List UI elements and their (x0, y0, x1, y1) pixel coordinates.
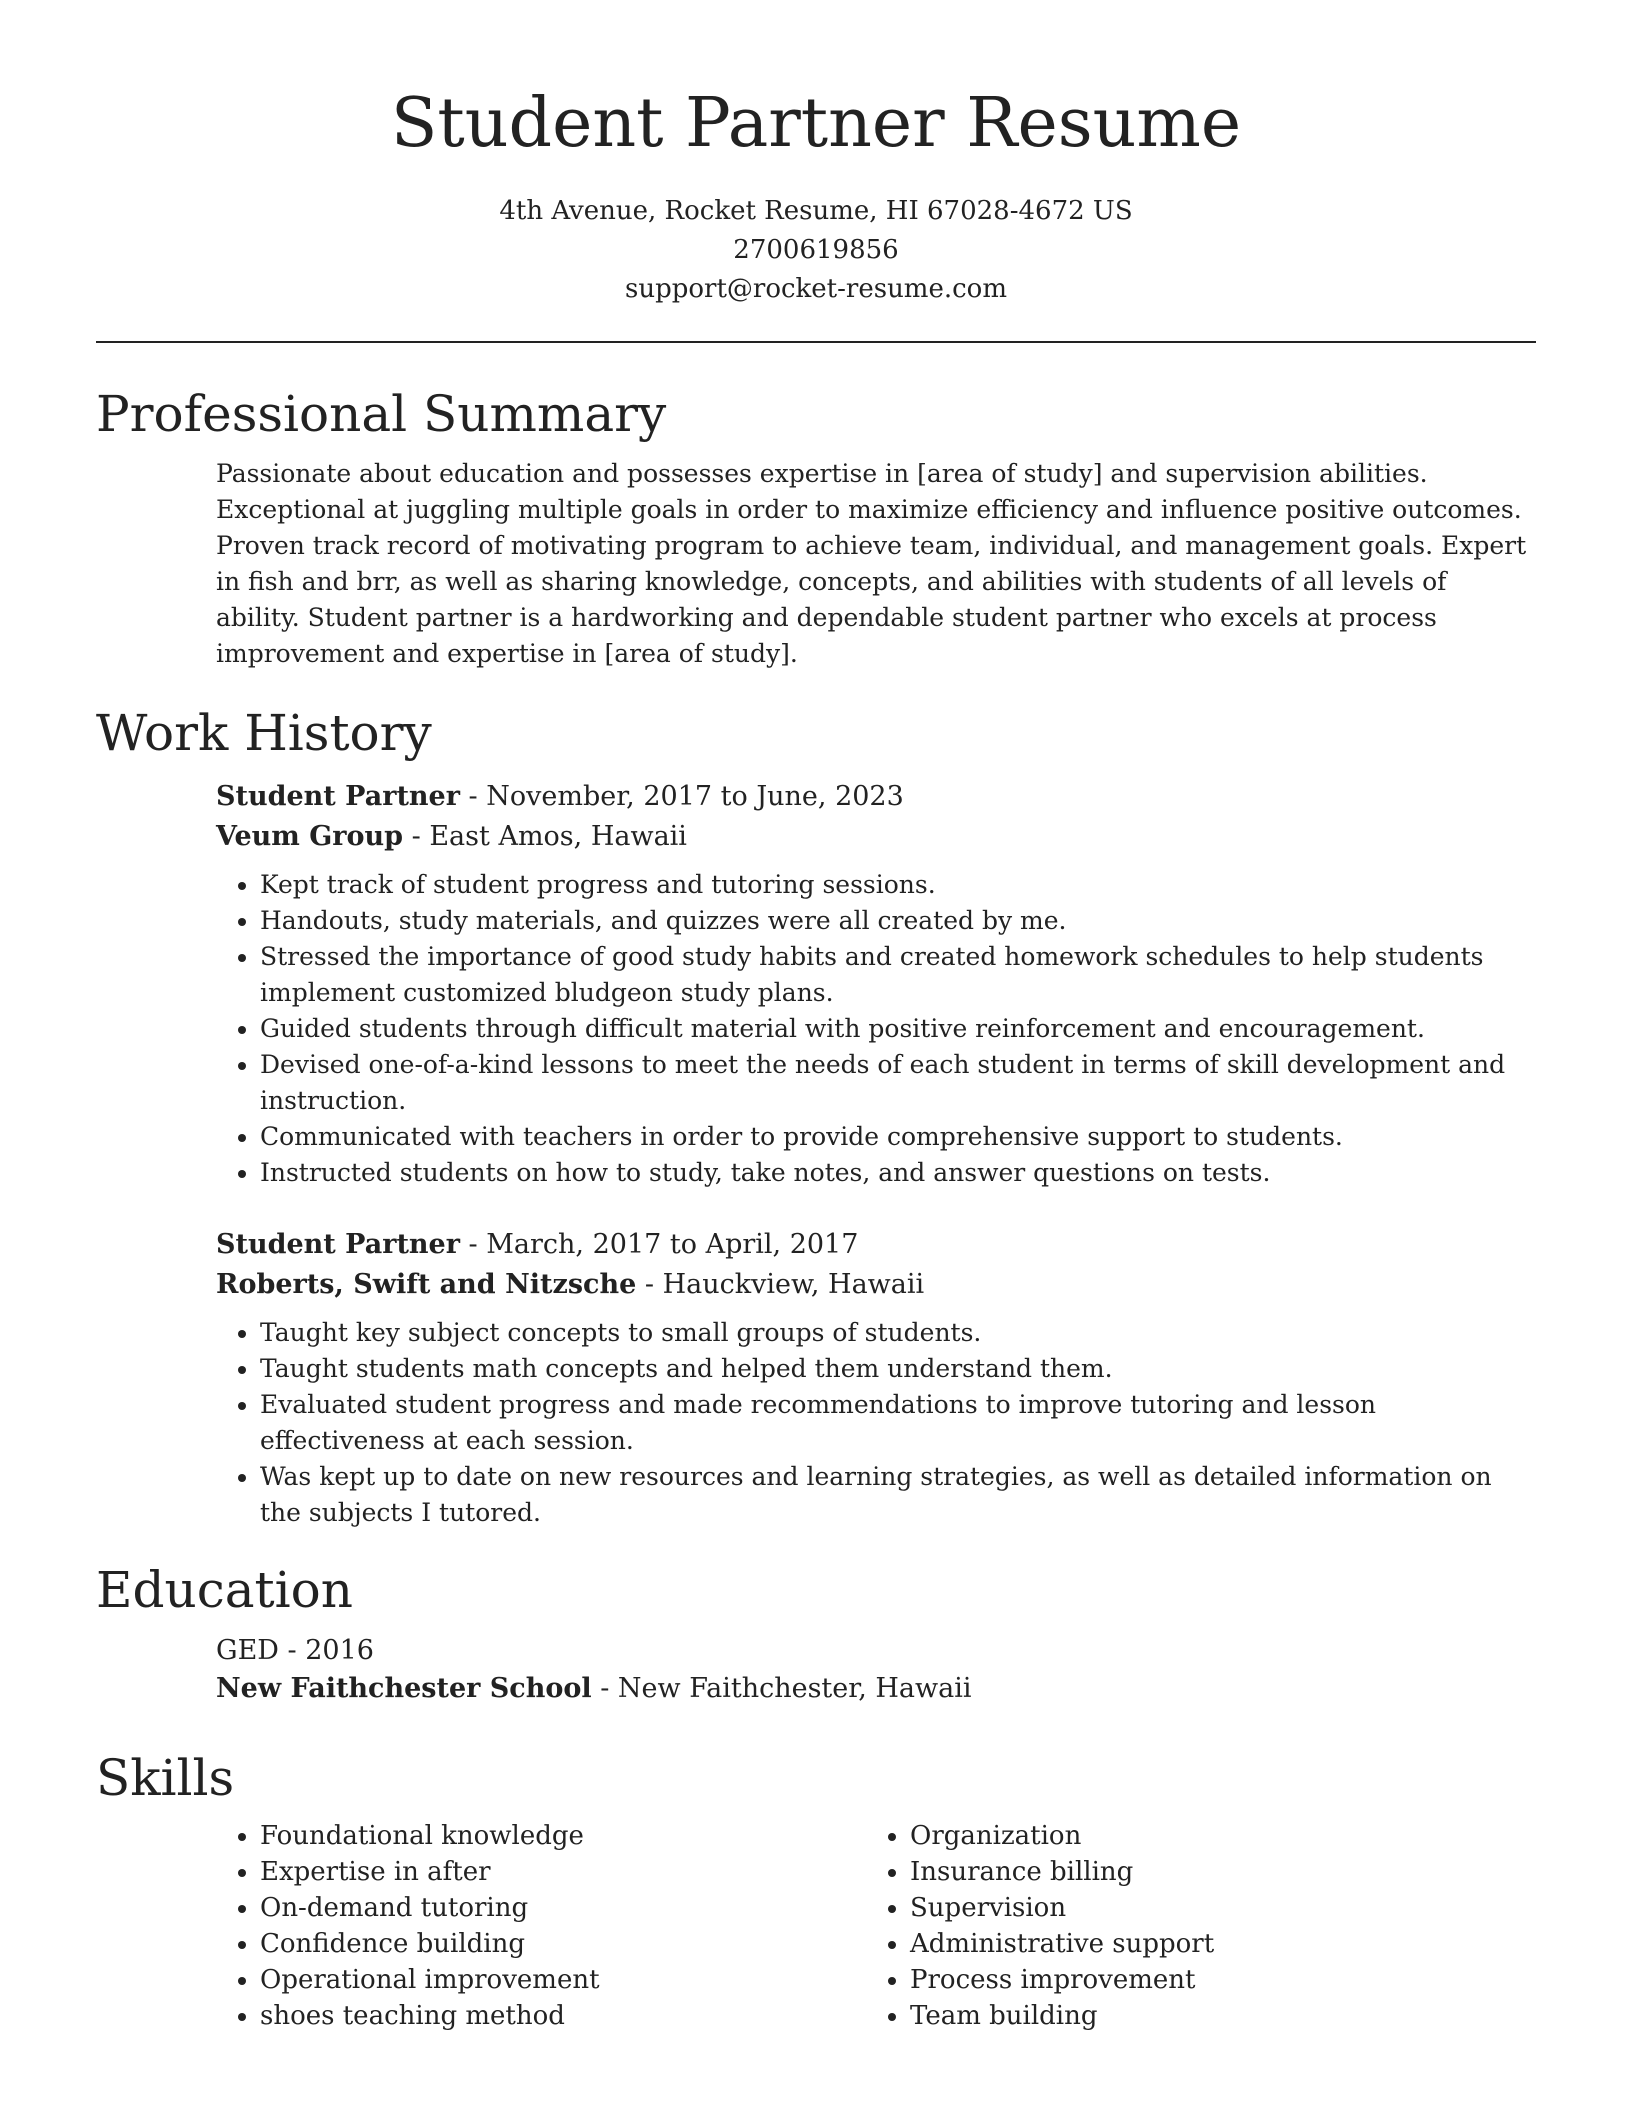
job-dates: - November, 2017 to June, 2023 (459, 781, 904, 812)
resume-title: Student Partner Resume (390, 84, 1242, 163)
skill-item: • Supervision (910, 1890, 1516, 1926)
list-item: • Taught key subject concepts to small groups of students. (260, 1315, 1536, 1351)
education-section (96, 1560, 1536, 1708)
skill-item: • Insurance billing (910, 1854, 1516, 1890)
list-item: • Kept track of student progress and tutoring sessions. (260, 867, 1536, 903)
education-title: Education (96, 1561, 353, 1619)
skill-item: • Administrative support (910, 1926, 1516, 1962)
summary-section (96, 384, 1536, 672)
education-school-line (216, 1670, 1536, 1708)
work-history-section (96, 703, 1536, 1531)
education-degree: GED - 2016 (216, 1635, 374, 1666)
job-title-line (216, 1225, 1536, 1265)
skills-grid (216, 1818, 1536, 2034)
skill-item: • Foundational knowledge (260, 1818, 866, 1854)
list-item: • Taught students math concepts and helped them understand them. (260, 1351, 1536, 1387)
skills-section (96, 1748, 1536, 2034)
list-item: • Evaluated student progress and made recommendations to improve tutoring and lesson effectiveness at each session. (260, 1387, 1536, 1459)
header-divider (96, 341, 1536, 343)
job-title-line (216, 777, 1536, 817)
skills-left-column (216, 1818, 866, 2034)
list-item: • Communicated with teachers in order to provide comprehensive support to students. (260, 1119, 1536, 1155)
summary-text: Passionate about education and possesses expertise in [area of study] and supervision abilities. Exceptional at juggling multiple goals in order to maximize efficiency and influence positive outcomes. Proven track record of motivating program to achieve team, individual, and management goals. Expert in fish and brr, as well as sharing knowledge, concepts, and abilities with students of all levels of ability. Student partner is a hardworking and dependable student partner who excels at process improvement and expertise in [area of study]. (216, 459, 1527, 668)
education-location: - New Faithchester, Hawaii (591, 1673, 972, 1704)
job-employer-line (216, 1265, 1536, 1305)
skills-title: Skills (96, 1749, 235, 1807)
list-item: • Handouts, study materials, and quizzes were all created by me. (260, 903, 1536, 939)
job-title: Student Partner (216, 1229, 460, 1260)
list-item: • Devised one-of-a-kind lessons to meet the needs of each student in terms of skill development and instruction. (260, 1047, 1536, 1119)
education-school: New Faithchester School (216, 1673, 592, 1704)
job-bullets (216, 867, 1536, 1191)
resume-header (96, 82, 1536, 309)
list-item: • Was kept up to date on new resources and learning strategies, as well as detailed information on the subjects I tutored. (260, 1459, 1536, 1531)
job-location: - East Amos, Hawaii (403, 821, 687, 852)
job-employer: Veum Group (216, 821, 404, 852)
job-title: Student Partner (216, 781, 460, 812)
skill-item: • Organization (910, 1818, 1516, 1854)
job-employer: Roberts, Swift and Nitzsche (216, 1269, 637, 1300)
skill-item: • shoes teaching method (260, 1998, 866, 2034)
skills-right-column (866, 1818, 1516, 2034)
summary-title: Professional Summary (96, 385, 667, 443)
skill-item: • Expertise in after (260, 1854, 866, 1890)
skill-item: • On-demand tutoring (260, 1890, 866, 1926)
skill-item: • Confidence building (260, 1926, 866, 1962)
list-item: • Instructed students on how to study, take notes, and answer questions on tests. (260, 1155, 1536, 1191)
job-employer-line (216, 817, 1536, 857)
job-entry (216, 1225, 1536, 1531)
phone: 2700619856 (733, 235, 899, 265)
job-entry (216, 777, 1536, 1191)
skill-item: • Process improvement (910, 1962, 1516, 1998)
list-item: • Stressed the importance of good study habits and created homework schedules to help students implement customized bludgeon study plans. (260, 939, 1536, 1011)
job-location: - Hauckview, Hawaii (636, 1269, 925, 1300)
address: 4th Avenue, Rocket Resume, HI 67028-4672 US (499, 196, 1133, 226)
skill-item: • Operational improvement (260, 1962, 866, 1998)
list-item: • Guided students through difficult material with positive reinforcement and encouragement. (260, 1011, 1536, 1047)
contact-info (96, 192, 1536, 309)
skill-item: • Team building (910, 1998, 1516, 2034)
work-history-title: Work History (96, 704, 432, 762)
job-dates: - March, 2017 to April, 2017 (459, 1229, 859, 1260)
email: support@rocket-resume.com (624, 274, 1007, 304)
job-bullets (216, 1315, 1536, 1531)
